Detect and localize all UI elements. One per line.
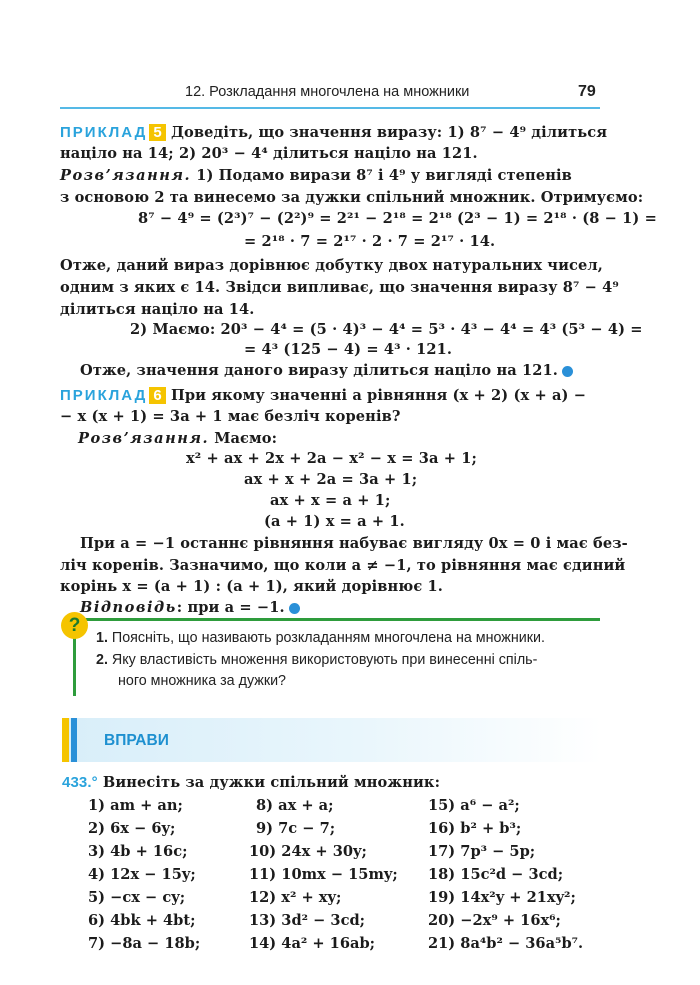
example-number-badge: 5 [149, 124, 165, 141]
example-number-badge: 6 [149, 387, 165, 404]
example5-conclusion [80, 362, 573, 379]
question-mark-icon: ? [61, 612, 88, 639]
example6-solution-line [78, 430, 277, 447]
formula-1: 8⁷ − 4⁹ = (2³)⁷ − (2²)⁹ = 2²¹ − 2¹⁸ = 2¹⁸ (2³ − 1) = 2¹⁸ · (8 − 1) = [138, 210, 657, 227]
exercise-task: Винесіть за дужки спільний множник: [102, 774, 441, 791]
question-1 [96, 630, 545, 646]
equation-1: x² + ax + 2x + 2a − x² − x = 3a + 1; [186, 450, 477, 467]
example-tag: ПРИКЛАД [60, 124, 148, 141]
exercise-item: 3) 4b + 16c; [88, 843, 188, 860]
question-2-text-line1: Яку властивість множення використовують при винесенні спіль- [111, 652, 538, 668]
example6-heading-line [60, 387, 586, 404]
formula-3: 2) Маємо: 20³ − 4⁴ = (5 · 4)³ − 4⁴ = 5³ · 4³ − 4⁴ = 4³ (5³ − 4) = [130, 321, 643, 338]
equation-2: ax + x + 2a = 3a + 1; [244, 471, 418, 488]
exercise-item: 6) 4bk + 4bt; [88, 912, 196, 929]
example6-answer [80, 599, 300, 616]
solution-label: Розв’язання. [60, 167, 192, 184]
exercise-item: 1) am + an; [88, 797, 183, 814]
exercise-item: 7) −8a − 18b; [88, 935, 201, 952]
exercise-item: 8) ax + a; [256, 797, 334, 814]
page-number: 79 [578, 83, 596, 100]
exercise-item: 13) 3d² − 3cd; [249, 912, 366, 929]
exercise-item: 16) b² + b³; [428, 820, 522, 837]
end-of-example-icon [289, 603, 300, 614]
formula-2: = 2¹⁸ · 7 = 2¹⁷ · 2 · 7 = 2¹⁷ · 14. [244, 233, 496, 250]
exercise-item: 20) −2x⁹ + 16x⁶; [428, 912, 561, 929]
answer-value: : при a = −1. [176, 599, 285, 616]
questions-top-rule [73, 618, 600, 621]
exercise-item: 11) 10mx − 15my; [249, 866, 398, 883]
example-tag: ПРИКЛАД [60, 387, 148, 404]
formula-4: = 4³ (125 − 4) = 4³ · 121. [244, 341, 453, 358]
example5-text-line7: ділиться націло на 14. [60, 301, 255, 318]
exercise-item: 2) 6x − 6y; [88, 820, 176, 837]
example5-text-line8: Отже, значення даного виразу ділиться націло на 121. [80, 362, 558, 379]
example5-text-line6: одним з яких є 14. Звідси випливає, що значення виразу 8⁷ − 4⁹ [60, 279, 619, 296]
exercise-number: 433.° [62, 774, 98, 791]
example6-text-line2: − x (x + 1) = 3a + 1 має безліч коренів? [60, 408, 401, 425]
exercises-title: ВПРАВИ [104, 732, 169, 749]
exercise-item: 14) 4a² + 16ab; [249, 935, 376, 952]
example5-heading-line [60, 124, 607, 141]
equation-3: ax + x = a + 1; [270, 492, 391, 509]
question-2 [96, 652, 537, 668]
exercise-item: 12) x² + xy; [249, 889, 342, 906]
example6-text-line1: При якому значенні a рівняння (x + 2) (x + a) − [170, 387, 587, 404]
question-2-text-line2: ного множника за дужки? [118, 673, 287, 689]
exercise-item: 18) 15c²d − 3cd; [428, 866, 564, 883]
equation-4: (a + 1) x = a + 1. [264, 513, 405, 530]
section-title: 12. Розкладання многочлена на множники [185, 84, 470, 100]
exercise-item: 4) 12x − 15y; [88, 866, 196, 883]
example5-solution-line [60, 167, 572, 184]
exercises-yellow-stripe [62, 718, 69, 762]
example5-text-line1: Доведіть, що значення виразу: 1) 8⁷ − 4⁹ ділиться [170, 124, 608, 141]
exercise-item: 5) −cx − cy; [88, 889, 186, 906]
exercise-item: 15) a⁶ − a²; [428, 797, 520, 814]
example6-text-line4: При a = −1 останнє рівняння набуває вигляду 0x = 0 і має без- [80, 535, 628, 552]
example6-text-line5: ліч коренів. Зазначимо, що коли a ≠ −1, то рівняння має єдиний [60, 557, 626, 574]
question-1-text: Поясніть, що називають розкладанням многочлена на множники. [111, 630, 545, 646]
exercise-item: 9) 7c − 7; [256, 820, 336, 837]
solution-label: Розв’язання. [78, 430, 210, 447]
exercise-433-statement [62, 774, 440, 791]
example5-text-line4: з основою 2 та винесемо за дужки спільний множник. Отримуємо: [60, 189, 644, 206]
answer-label: Відповідь [80, 599, 177, 616]
example6-text-line6: корінь x = (a + 1) : (a + 1), який дорівнює 1. [60, 578, 443, 595]
example6-text-line3: Маємо: [209, 430, 278, 447]
question-1-number: 1. [96, 630, 108, 646]
example5-text-line2: націло на 14; 2) 20³ − 4⁴ ділиться націло на 121. [60, 145, 478, 162]
header-rule [60, 107, 600, 109]
exercises-blue-stripe [71, 718, 77, 762]
question-2-number: 2. [96, 652, 108, 668]
exercise-item: 21) 8a⁴b² − 36a⁵b⁷. [428, 935, 584, 952]
example5-text-line3: 1) Подамо вирази 8⁷ і 4⁹ у вигляді степенів [191, 167, 572, 184]
exercise-item: 19) 14x²y + 21xy²; [428, 889, 576, 906]
end-of-example-icon [562, 366, 573, 377]
example5-text-line5: Отже, даний вираз дорівнює добутку двох натуральних чисел, [60, 257, 603, 274]
exercise-item: 17) 7p³ − 5p; [428, 843, 536, 860]
exercise-item: 10) 24x + 30y; [249, 843, 367, 860]
